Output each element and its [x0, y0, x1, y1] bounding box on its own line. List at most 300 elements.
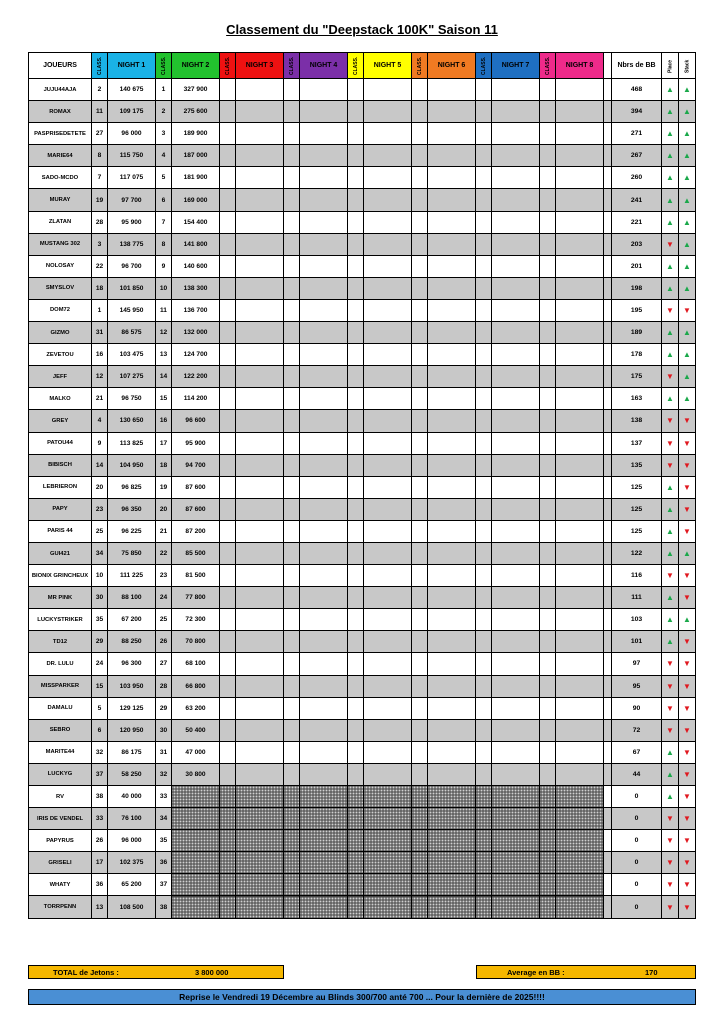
night2-chips: 136 700 — [172, 299, 220, 321]
empty-night-cell — [556, 299, 604, 321]
arrow-up-icon — [666, 485, 674, 492]
empty-night-cell — [492, 299, 540, 321]
empty-night-cell — [540, 79, 556, 101]
stack-trend-cell — [679, 101, 696, 123]
empty-night-cell — [428, 741, 476, 763]
total-chips-label: TOTAL de Jetons : — [53, 968, 119, 977]
night1-class: 16 — [92, 344, 108, 366]
bb-count: 198 — [612, 277, 662, 299]
empty-night-cell — [300, 167, 348, 189]
empty-night-cell — [284, 520, 300, 542]
empty-night-cell — [428, 830, 476, 852]
empty-night-cell — [236, 587, 284, 609]
empty-night-cell — [476, 896, 492, 918]
empty-night-cell — [428, 896, 476, 918]
night1-class: 10 — [92, 565, 108, 587]
spacer — [604, 587, 612, 609]
empty-night-cell — [284, 366, 300, 388]
arrow-down-icon — [666, 308, 674, 315]
arrow-up-icon — [666, 772, 674, 779]
empty-night-cell — [540, 520, 556, 542]
empty-night-cell — [428, 874, 476, 896]
night2-class: 4 — [156, 145, 172, 167]
spacer — [604, 79, 612, 101]
empty-night-cell — [476, 322, 492, 344]
empty-night-cell — [476, 189, 492, 211]
empty-night-cell — [492, 896, 540, 918]
empty-night-cell — [348, 189, 364, 211]
place-trend-cell — [662, 874, 679, 896]
arrow-down-icon — [683, 816, 691, 823]
spacer — [604, 233, 612, 255]
bb-count: 163 — [612, 388, 662, 410]
bb-count: 178 — [612, 344, 662, 366]
empty-night-cell — [364, 874, 412, 896]
place-trend-cell — [662, 366, 679, 388]
table-row — [29, 410, 696, 432]
empty-night-cell — [412, 631, 428, 653]
arrow-down-icon — [666, 816, 674, 823]
empty-night-cell — [476, 786, 492, 808]
empty-night-cell — [300, 498, 348, 520]
empty-night-cell — [300, 874, 348, 896]
empty-night-cell — [428, 631, 476, 653]
empty-night-cell — [236, 167, 284, 189]
night2-class: 32 — [156, 763, 172, 785]
arrow-down-icon — [666, 573, 674, 580]
place-trend-cell — [662, 189, 679, 211]
empty-night-cell — [556, 542, 604, 564]
class-header: CLASS. — [348, 53, 364, 79]
empty-night-cell — [412, 388, 428, 410]
empty-night-cell — [556, 476, 604, 498]
arrow-up-icon — [683, 109, 691, 116]
empty-night-cell — [540, 675, 556, 697]
spacer — [604, 344, 612, 366]
spacer — [604, 322, 612, 344]
table-row — [29, 896, 696, 918]
empty-night-cell — [476, 653, 492, 675]
bb-count: 97 — [612, 653, 662, 675]
empty-night-cell — [364, 211, 412, 233]
empty-night-cell — [300, 344, 348, 366]
table-row — [29, 189, 696, 211]
night1-class: 12 — [92, 366, 108, 388]
night1-chips: 96 750 — [108, 388, 156, 410]
empty-night-cell — [492, 410, 540, 432]
empty-night-cell — [284, 786, 300, 808]
player-name: ZLATAN — [29, 211, 92, 233]
empty-night-cell — [540, 896, 556, 918]
night1-class: 28 — [92, 211, 108, 233]
stack-trend-cell — [679, 587, 696, 609]
night2-chips — [172, 808, 220, 830]
bb-count: 0 — [612, 874, 662, 896]
arrow-down-icon — [666, 728, 674, 735]
arrow-down-icon — [683, 661, 691, 668]
empty-night-cell — [476, 255, 492, 277]
empty-night-cell — [348, 565, 364, 587]
empty-night-cell — [300, 366, 348, 388]
place-trend-cell — [662, 277, 679, 299]
empty-night-cell — [540, 233, 556, 255]
empty-night-cell — [300, 808, 348, 830]
empty-night-cell — [348, 763, 364, 785]
night2-chips — [172, 830, 220, 852]
stack-trend-cell — [679, 167, 696, 189]
empty-night-cell — [300, 520, 348, 542]
empty-night-cell — [284, 565, 300, 587]
empty-night-cell — [220, 830, 236, 852]
empty-night-cell — [348, 675, 364, 697]
empty-night-cell — [236, 211, 284, 233]
empty-night-cell — [300, 786, 348, 808]
arrow-up-icon — [683, 551, 691, 558]
arrow-down-icon — [666, 418, 674, 425]
empty-night-cell — [492, 498, 540, 520]
place-trend-cell — [662, 233, 679, 255]
empty-night-cell — [364, 653, 412, 675]
night2-class: 14 — [156, 366, 172, 388]
empty-night-cell — [220, 808, 236, 830]
night2-chips: 95 900 — [172, 432, 220, 454]
empty-night-cell — [492, 808, 540, 830]
empty-night-cell — [300, 830, 348, 852]
place-trend-cell — [662, 388, 679, 410]
empty-night-cell — [220, 255, 236, 277]
night2-class: 24 — [156, 587, 172, 609]
empty-night-cell — [220, 388, 236, 410]
empty-night-cell — [364, 410, 412, 432]
empty-night-cell — [364, 808, 412, 830]
empty-night-cell — [284, 454, 300, 476]
empty-night-cell — [540, 410, 556, 432]
stack-trend-cell — [679, 211, 696, 233]
empty-night-cell — [412, 277, 428, 299]
arrow-down-icon — [683, 595, 691, 602]
bb-count: 203 — [612, 233, 662, 255]
arrow-up-icon — [666, 750, 674, 757]
player-name: SMYSLOV — [29, 277, 92, 299]
stack-trend-cell — [679, 277, 696, 299]
night2-class: 7 — [156, 211, 172, 233]
spacer — [604, 565, 612, 587]
place-trend-cell — [662, 211, 679, 233]
empty-night-cell — [348, 741, 364, 763]
player-name: PAPYRUS — [29, 830, 92, 852]
empty-night-cell — [492, 786, 540, 808]
night1-chips: 140 675 — [108, 79, 156, 101]
stack-trend-cell — [679, 322, 696, 344]
empty-night-cell — [284, 388, 300, 410]
night1-chips: 97 700 — [108, 189, 156, 211]
arrow-up-icon — [666, 286, 674, 293]
empty-night-cell — [284, 542, 300, 564]
player-name: BIONIX GRINCHEUX — [29, 565, 92, 587]
bb-count: 111 — [612, 587, 662, 609]
empty-night-cell — [428, 145, 476, 167]
empty-night-cell — [492, 123, 540, 145]
stack-trend-cell — [679, 719, 696, 741]
spacer — [604, 255, 612, 277]
night1-class: 11 — [92, 101, 108, 123]
bb-count: 67 — [612, 741, 662, 763]
night-header: NIGHT 5 — [364, 53, 412, 79]
empty-night-cell — [364, 101, 412, 123]
empty-night-cell — [364, 741, 412, 763]
empty-night-cell — [348, 233, 364, 255]
empty-night-cell — [428, 542, 476, 564]
spacer — [604, 388, 612, 410]
night1-chips: 102 375 — [108, 852, 156, 874]
empty-night-cell — [364, 520, 412, 542]
player-name: NOLOSAY — [29, 255, 92, 277]
night-header: NIGHT 7 — [492, 53, 540, 79]
night2-chips: 94 700 — [172, 454, 220, 476]
empty-night-cell — [220, 79, 236, 101]
empty-night-cell — [364, 763, 412, 785]
table-row — [29, 388, 696, 410]
empty-night-cell — [220, 719, 236, 741]
empty-night-cell — [364, 542, 412, 564]
stack-trend-cell — [679, 299, 696, 321]
night2-chips: 87 600 — [172, 476, 220, 498]
arrow-down-icon — [683, 485, 691, 492]
empty-night-cell — [284, 344, 300, 366]
table-row — [29, 454, 696, 476]
empty-night-cell — [364, 830, 412, 852]
night2-chips: 138 300 — [172, 277, 220, 299]
night1-chips: 96 700 — [108, 255, 156, 277]
empty-night-cell — [364, 609, 412, 631]
night2-chips: 181 900 — [172, 167, 220, 189]
table-row — [29, 587, 696, 609]
arrow-up-icon — [683, 286, 691, 293]
empty-night-cell — [220, 786, 236, 808]
night2-class: 5 — [156, 167, 172, 189]
arrow-down-icon — [666, 905, 674, 912]
empty-night-cell — [364, 565, 412, 587]
arrow-down-icon — [683, 772, 691, 779]
stack-trend-cell — [679, 565, 696, 587]
empty-night-cell — [428, 786, 476, 808]
empty-night-cell — [236, 498, 284, 520]
place-trend-cell — [662, 410, 679, 432]
empty-night-cell — [220, 101, 236, 123]
bb-count: 0 — [612, 896, 662, 918]
empty-night-cell — [284, 410, 300, 432]
empty-night-cell — [220, 741, 236, 763]
night1-class: 25 — [92, 520, 108, 542]
empty-night-cell — [428, 366, 476, 388]
night2-class: 35 — [156, 830, 172, 852]
empty-night-cell — [428, 476, 476, 498]
bb-count: 0 — [612, 808, 662, 830]
table-row — [29, 653, 696, 675]
empty-night-cell — [412, 565, 428, 587]
empty-night-cell — [428, 322, 476, 344]
stack-trend-cell — [679, 763, 696, 785]
empty-night-cell — [236, 852, 284, 874]
bb-count: 138 — [612, 410, 662, 432]
night2-chips: 140 600 — [172, 255, 220, 277]
night1-chips: 111 225 — [108, 565, 156, 587]
player-name: MUSTANG 302 — [29, 233, 92, 255]
empty-night-cell — [540, 697, 556, 719]
table-row — [29, 211, 696, 233]
empty-night-cell — [540, 101, 556, 123]
empty-night-cell — [540, 476, 556, 498]
empty-night-cell — [556, 786, 604, 808]
empty-night-cell — [492, 520, 540, 542]
night1-class: 31 — [92, 322, 108, 344]
table-row — [29, 609, 696, 631]
arrow-down-icon — [666, 441, 674, 448]
night1-chips: 101 850 — [108, 277, 156, 299]
empty-night-cell — [556, 896, 604, 918]
empty-night-cell — [540, 830, 556, 852]
empty-night-cell — [220, 145, 236, 167]
empty-night-cell — [364, 322, 412, 344]
night2-class: 6 — [156, 189, 172, 211]
empty-night-cell — [428, 565, 476, 587]
bb-count: 44 — [612, 763, 662, 785]
night2-chips: 77 800 — [172, 587, 220, 609]
player-name: MURAY — [29, 189, 92, 211]
player-name: DAMALU — [29, 697, 92, 719]
player-name: LEBRIERON — [29, 476, 92, 498]
player-name: GIZMO — [29, 322, 92, 344]
place-trend-cell — [662, 741, 679, 763]
empty-night-cell — [300, 587, 348, 609]
night2-class: 29 — [156, 697, 172, 719]
empty-night-cell — [540, 167, 556, 189]
empty-night-cell — [348, 454, 364, 476]
spacer — [604, 101, 612, 123]
table-row — [29, 542, 696, 564]
empty-night-cell — [556, 653, 604, 675]
empty-night-cell — [556, 322, 604, 344]
arrow-down-icon — [683, 838, 691, 845]
night2-class: 9 — [156, 255, 172, 277]
empty-night-cell — [220, 189, 236, 211]
night1-chips: 145 950 — [108, 299, 156, 321]
empty-night-cell — [236, 719, 284, 741]
empty-night-cell — [348, 719, 364, 741]
table-row — [29, 852, 696, 874]
player-name: MARIE64 — [29, 145, 92, 167]
empty-night-cell — [540, 344, 556, 366]
night1-chips: 117 075 — [108, 167, 156, 189]
empty-night-cell — [428, 344, 476, 366]
stack-trend-cell — [679, 189, 696, 211]
arrow-up-icon — [683, 220, 691, 227]
night2-chips: 68 100 — [172, 653, 220, 675]
bb-count: 241 — [612, 189, 662, 211]
empty-night-cell — [300, 653, 348, 675]
night1-chips: 96 000 — [108, 830, 156, 852]
spacer — [604, 53, 612, 79]
empty-night-cell — [220, 498, 236, 520]
empty-night-cell — [348, 852, 364, 874]
players-header: JOUEURS — [29, 53, 92, 79]
empty-night-cell — [348, 322, 364, 344]
place-trend-cell — [662, 786, 679, 808]
empty-night-cell — [540, 741, 556, 763]
night2-class: 28 — [156, 675, 172, 697]
night1-class: 29 — [92, 631, 108, 653]
empty-night-cell — [220, 432, 236, 454]
night2-chips: 275 600 — [172, 101, 220, 123]
night1-chips: 58 250 — [108, 763, 156, 785]
empty-night-cell — [540, 388, 556, 410]
night2-chips: 154 400 — [172, 211, 220, 233]
arrow-down-icon — [666, 706, 674, 713]
empty-night-cell — [476, 344, 492, 366]
night2-class: 19 — [156, 476, 172, 498]
night2-chips: 30 800 — [172, 763, 220, 785]
place-trend-cell — [662, 763, 679, 785]
night2-chips: 47 000 — [172, 741, 220, 763]
spacer — [604, 277, 612, 299]
spacer — [604, 830, 612, 852]
empty-night-cell — [556, 211, 604, 233]
empty-night-cell — [348, 874, 364, 896]
page-title: Classement du "Deepstack 100K" Saison 11 — [226, 22, 498, 37]
place-trend-cell — [662, 145, 679, 167]
empty-night-cell — [476, 123, 492, 145]
empty-night-cell — [220, 123, 236, 145]
empty-night-cell — [476, 830, 492, 852]
arrow-down-icon — [666, 463, 674, 470]
empty-night-cell — [364, 277, 412, 299]
bb-count: 195 — [612, 299, 662, 321]
empty-night-cell — [556, 277, 604, 299]
night1-class: 9 — [92, 432, 108, 454]
empty-night-cell — [556, 233, 604, 255]
arrow-up-icon — [683, 242, 691, 249]
empty-night-cell — [476, 476, 492, 498]
empty-night-cell — [492, 830, 540, 852]
empty-night-cell — [556, 719, 604, 741]
empty-night-cell — [284, 211, 300, 233]
bb-header: Nbrs de BB — [612, 53, 662, 79]
empty-night-cell — [428, 299, 476, 321]
empty-night-cell — [300, 189, 348, 211]
night2-chips: 124 700 — [172, 344, 220, 366]
night2-class: 23 — [156, 565, 172, 587]
arrow-down-icon — [683, 639, 691, 646]
empty-night-cell — [556, 255, 604, 277]
empty-night-cell — [220, 476, 236, 498]
night2-class: 1 — [156, 79, 172, 101]
empty-night-cell — [492, 476, 540, 498]
empty-night-cell — [284, 587, 300, 609]
night1-class: 32 — [92, 741, 108, 763]
empty-night-cell — [476, 277, 492, 299]
empty-night-cell — [412, 366, 428, 388]
empty-night-cell — [348, 830, 364, 852]
empty-night-cell — [300, 896, 348, 918]
empty-night-cell — [236, 123, 284, 145]
table-row — [29, 874, 696, 896]
night2-class: 11 — [156, 299, 172, 321]
empty-night-cell — [428, 79, 476, 101]
stack-trend-cell — [679, 255, 696, 277]
night2-class: 12 — [156, 322, 172, 344]
empty-night-cell — [412, 454, 428, 476]
empty-night-cell — [348, 476, 364, 498]
